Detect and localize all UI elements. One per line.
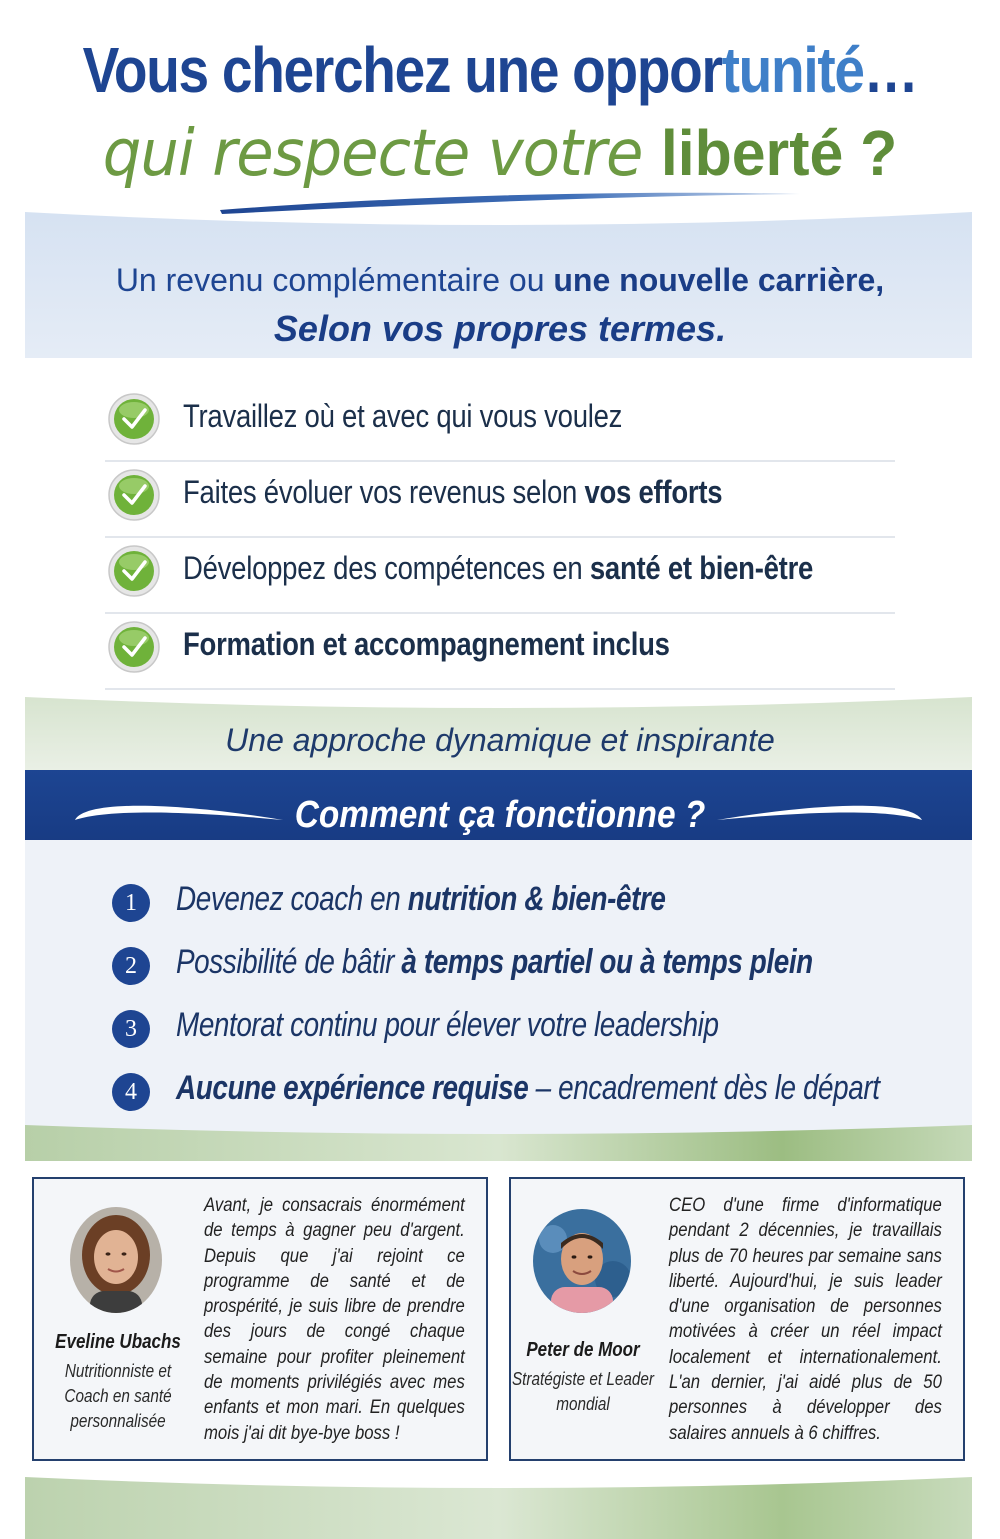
testimonial-card	[32, 1177, 488, 1461]
testimonial-quote	[669, 1193, 941, 1446]
headline-line-1	[70, 30, 930, 110]
check-circle-icon	[107, 468, 161, 522]
checklist-item-text	[183, 550, 813, 587]
testimonial-role: Stratégiste et Leader mondial	[511, 1369, 655, 1414]
list-item	[112, 1069, 932, 1132]
list-item	[105, 614, 895, 690]
testimonial-name: Eveline Ubachs	[55, 1331, 181, 1353]
approach-subtitle: Une approche dynamique et inspirante	[225, 722, 775, 758]
checklist-item-bold: Formation et accompagnement inclus	[183, 626, 670, 662]
banner-subtitle-regular: Un revenu complémentaire ou	[115, 262, 554, 298]
step-text	[176, 880, 666, 919]
step-number-badge: 2	[112, 947, 150, 985]
checklist-item-text	[183, 398, 622, 435]
banner-subtitle-bold: une nouvelle carrière,	[553, 262, 885, 298]
headline-line-1-highlight: tunité	[721, 34, 864, 106]
step-text	[176, 1069, 880, 1108]
step-number-badge: 1	[112, 884, 150, 922]
headline-line-1-main: Vous cherchez une oppor	[82, 34, 722, 106]
how-it-works-title: Comment ça fonctionne ?	[294, 794, 706, 836]
step-text-regular: Devenez coach en	[176, 880, 408, 918]
list-item	[112, 1006, 932, 1069]
checklist-item-text	[183, 474, 722, 511]
checklist-item-bold: vos efforts	[584, 474, 723, 510]
checklist-item-regular: Développez des compétences en	[183, 550, 590, 586]
testimonial-quote-text: Avant, je consacrais énormément de temps à gagner peu d'argent. Depuis que j'ai rejoint ce programme de santé et de prospérité, je suis libre de prendre des jours de congé chaque semaine pour profiter pleinement de moments privilégiés avec mes enfants et mon mari. En quelques mois j'ai dit bye-bye boss !	[204, 1195, 465, 1444]
check-circle-icon	[107, 544, 161, 598]
testimonial-quote-text: CEO d'une firme d'informatique pendant 2 décennies, je travaillais plus de 70 heures par semaine sans liberté. Aujourd'hui, je suis leader d'une organisation de personnes motivées à créer un réel impact localement et internationalement. L'an dernier, j'ai aidé plus de 50 personnes à développer des salaires annuels à 6 chiffres.	[669, 1195, 942, 1444]
step-text-bold: à temps partiel ou à temps plein	[401, 943, 813, 981]
step-text-regular: Possibilité de bâtir	[176, 943, 402, 981]
step-text-regular: Mentorat continu pour élever votre leadership	[176, 1006, 719, 1044]
checklist-item-regular: Faites évoluer vos revenus selon	[183, 474, 585, 510]
step-text-bold: nutrition & bien-être	[407, 880, 666, 918]
list-item	[112, 880, 932, 943]
benefits-checklist	[105, 386, 895, 690]
testimonial-name: Peter de Moor	[526, 1339, 640, 1361]
list-item	[105, 462, 895, 538]
avatar	[70, 1207, 162, 1313]
list-item	[112, 943, 932, 1006]
footer-band	[25, 1477, 972, 1539]
headline	[0, 30, 1000, 191]
headline-line-2-bold: liberté ?	[660, 117, 898, 189]
checklist-item-bold: santé et bien-être	[589, 550, 814, 586]
check-circle-icon	[107, 392, 161, 446]
step-text-bold: Aucune expérience requise	[176, 1069, 529, 1107]
step-text	[176, 943, 813, 982]
steps-list	[112, 880, 932, 1132]
headline-line-1-ellipsis: …	[863, 34, 918, 106]
testimonial-role: Nutritionniste et Coach en santé personnalisée	[64, 1361, 172, 1431]
checklist-item-regular: Travaillez où et avec qui vous voulez	[183, 398, 623, 434]
section-divider-strip	[25, 1125, 972, 1161]
person-portrait-icon	[70, 1207, 162, 1313]
headline-line-2-italic: qui respecte votre	[102, 117, 661, 191]
list-item	[105, 386, 895, 462]
avatar	[533, 1209, 631, 1313]
step-number-badge: 3	[112, 1010, 150, 1048]
person-portrait-icon	[533, 1209, 631, 1313]
banner-tagline: Selon vos propres termes.	[273, 308, 727, 349]
checklist-item-text	[183, 626, 670, 663]
step-text-end: – encadrement dès le départ	[528, 1069, 880, 1107]
check-circle-icon	[107, 620, 161, 674]
headline-line-2	[25, 116, 975, 191]
list-item	[105, 538, 895, 614]
testimonial-card	[509, 1177, 965, 1461]
step-text	[176, 1006, 719, 1045]
step-number-badge: 4	[112, 1073, 150, 1111]
testimonial-quote	[204, 1193, 464, 1446]
banner-subtitle	[0, 262, 1000, 299]
